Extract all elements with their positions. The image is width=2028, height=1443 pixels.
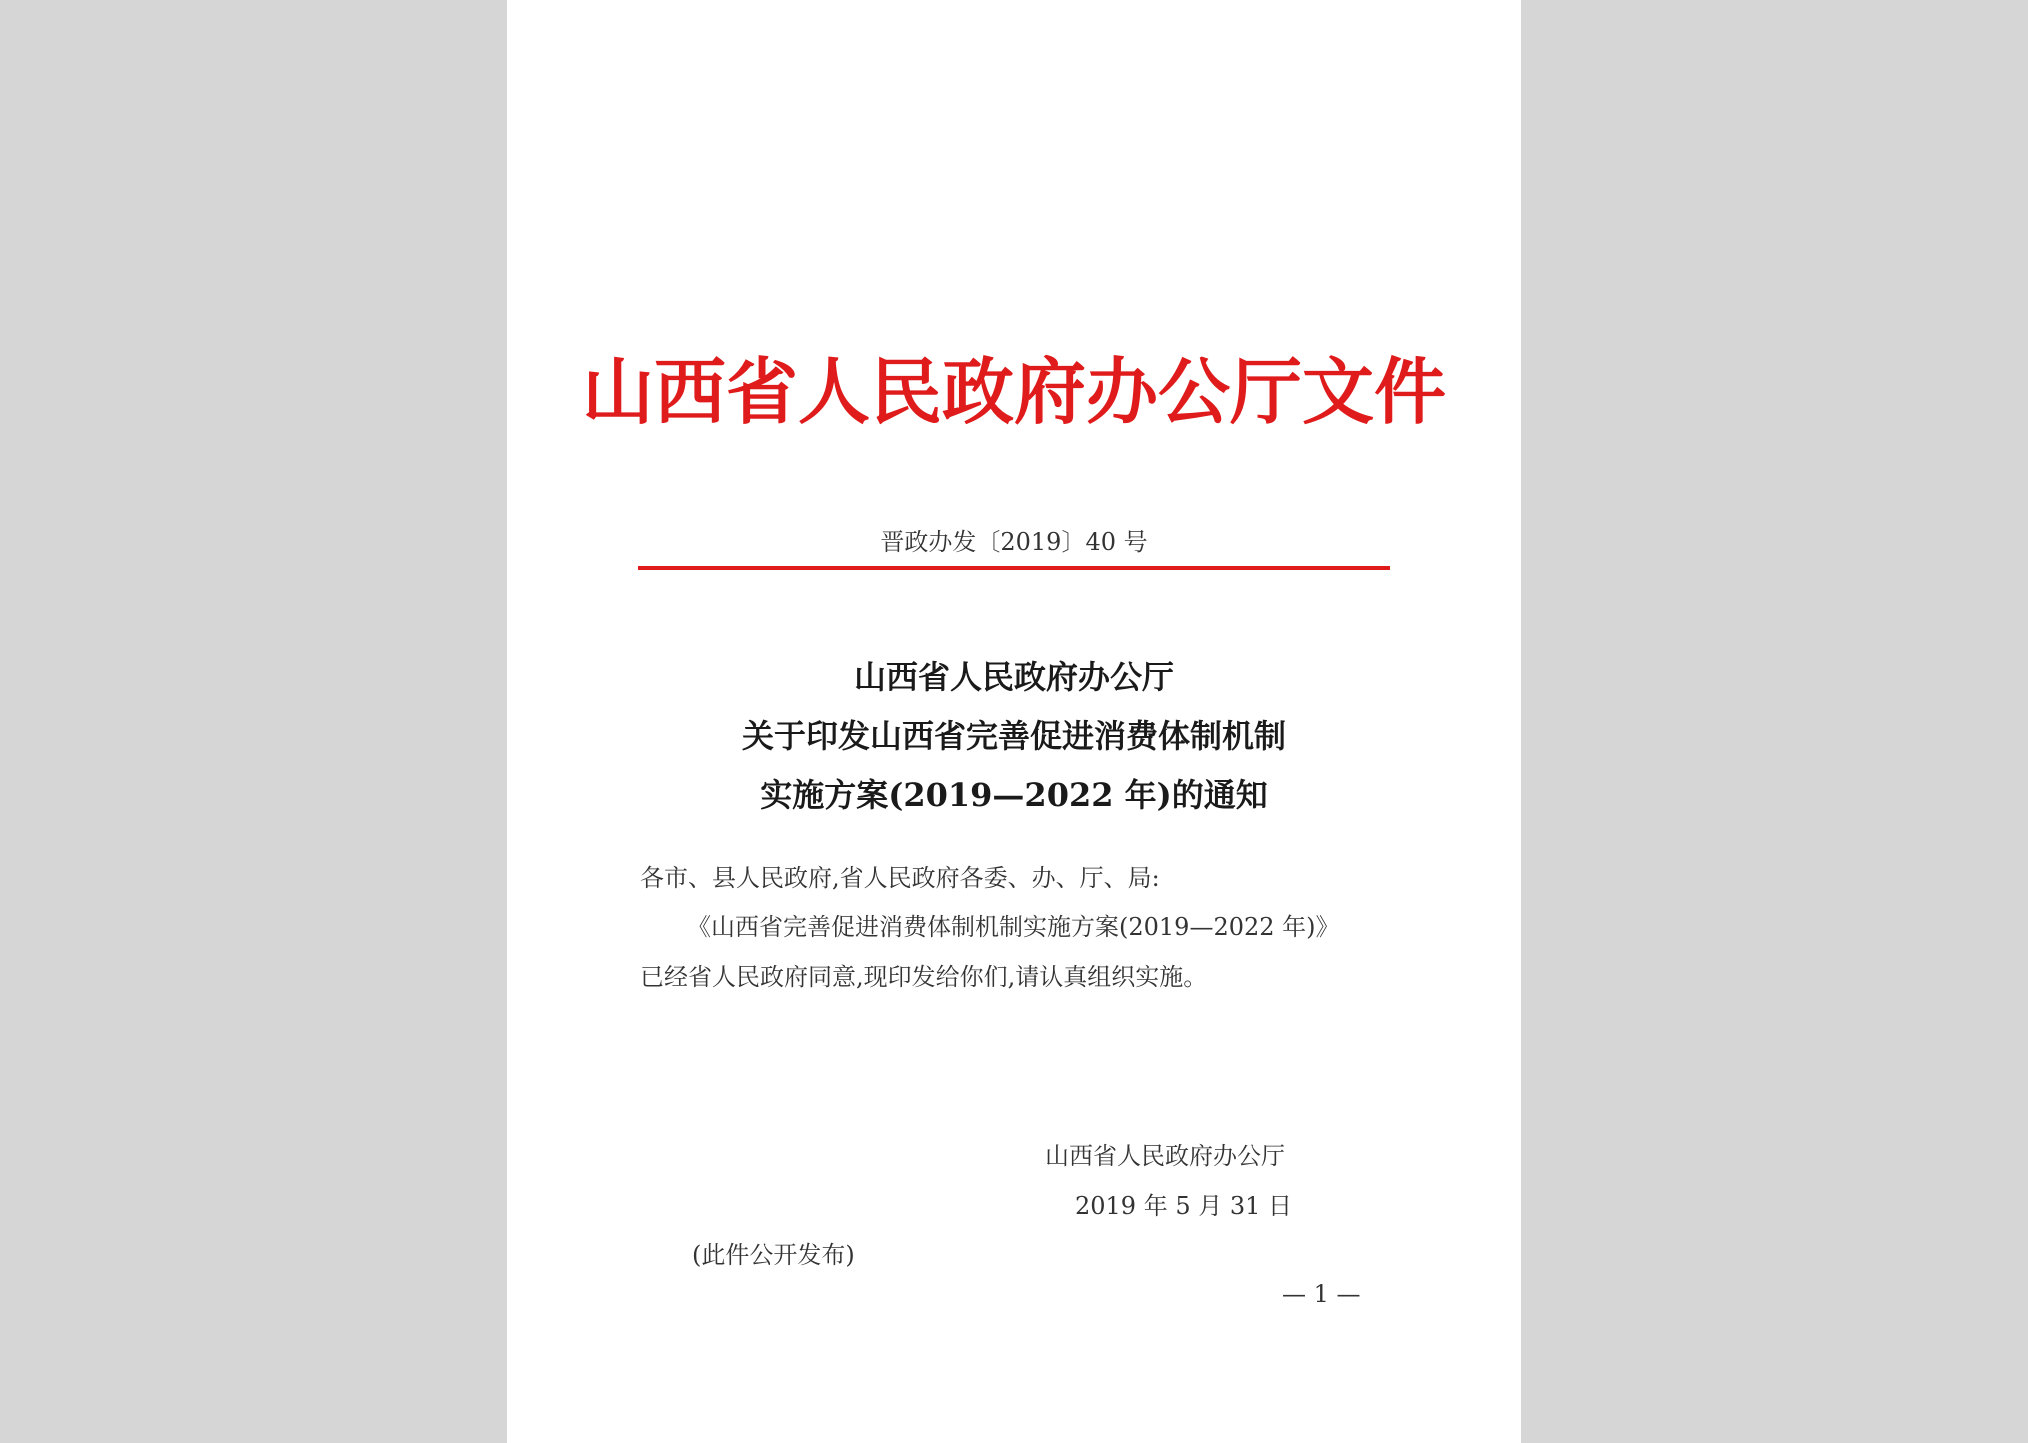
document-title-line-2: 关于印发山西省完善促进消费体制机制 [741,717,1286,755]
document-title-line-1: 山西省人民政府办公厅 [853,658,1174,696]
public-release-note: (此件公开发布) [692,1241,855,1269]
body-paragraph-line-2: 已经省人民政府同意,现印发给你们,请认真组织实施。 [640,963,1208,991]
red-header-title: 山西省人民政府办公厅文件 [581,349,1446,434]
document-page [507,0,1521,1443]
addressee-line: 各市、县人民政府,省人民政府各委、办、厅、局: [640,864,1160,892]
page-number: — 1 — [1282,1280,1361,1308]
document-number: 晋政办发〔2019〕40 号 [880,528,1148,556]
document-title-line-3: 实施方案(2019—2022 年)的通知 [760,776,1268,814]
red-divider-line [638,566,1390,570]
body-paragraph-line-1: 《山西省完善促进消费体制机制实施方案(2019—2022 年)》 [687,913,1340,941]
signer-name: 山西省人民政府办公厅 [1045,1142,1285,1170]
signing-date: 2019 年 5 月 31 日 [1075,1192,1293,1220]
